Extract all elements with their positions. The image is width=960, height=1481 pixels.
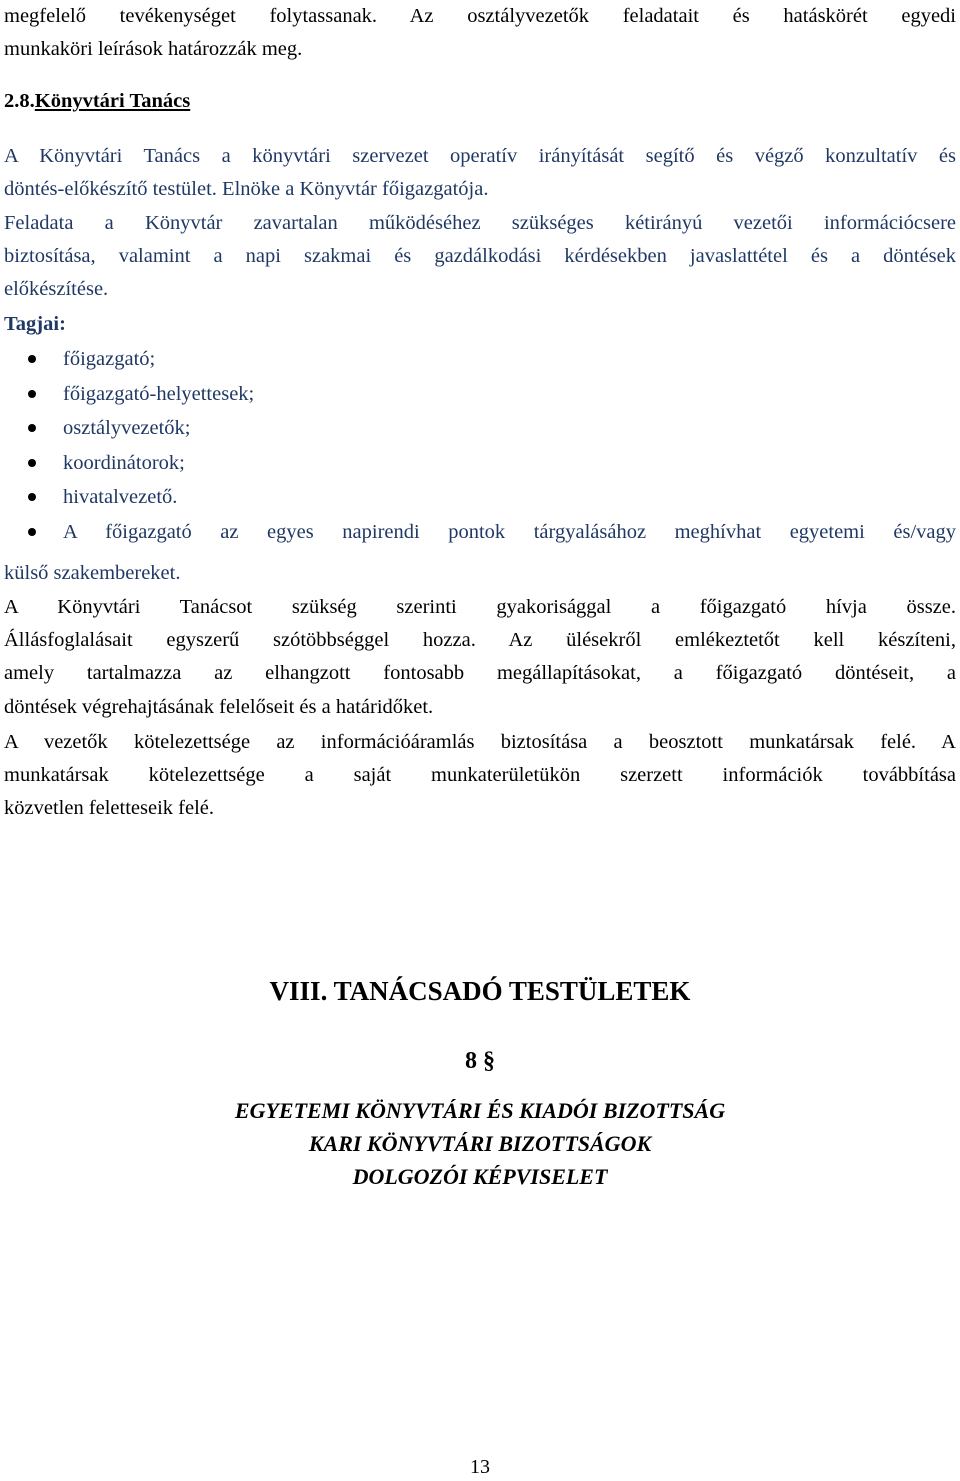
paragraph-number-value: 8: [465, 1048, 477, 1074]
chapter-title: VIII. TANÁCSADÓ TESTÜLETEK: [269, 976, 691, 1006]
paragraph-definition: [4, 140, 956, 206]
para2-line-1: Feladata a Könyvtár zavartalan működéséhez szükséges kétirányú vezetői információcsere: [4, 212, 956, 234]
section-sign: §: [483, 1048, 495, 1074]
list-item: [4, 447, 956, 482]
para3-line-2: Állásfoglalásait egyszerű szótöbbséggel hozza. Az ülésekről emlékeztetőt kell készíteni,: [4, 629, 956, 652]
para2-line-2: biztosítása, valamint a napi szakmai és gazdálkodási kérdésekben javaslattétel és a döntések: [4, 245, 956, 268]
paragraph-obligations: [4, 726, 956, 826]
section-heading: [4, 85, 956, 118]
para4-line-1: A vezetők kötelezettsége az információáramlás biztosítása a beosztott munkatársak felé. A: [4, 731, 956, 753]
member-text: főigazgató-helyettesek;: [63, 382, 255, 405]
para3-line-4: döntések végrehajtásának felelőseit és a határidőket.: [4, 695, 434, 718]
para3-line-1: A Könyvtári Tanácsot szükség szerinti gyakorisággal a főigazgató hívja össze.: [4, 596, 956, 618]
subtitle-2: KARI KÖNYVTÁRI BIZOTTSÁGOK: [308, 1131, 652, 1156]
para4-line-3: közvetlen feletteseik felé.: [4, 797, 215, 820]
bullet-icon: [28, 528, 36, 536]
paragraph-duties: [4, 207, 956, 307]
member-text: főigazgató;: [63, 348, 156, 370]
member-text: osztályvezetők;: [63, 417, 191, 439]
section-number: 2.8.: [4, 90, 35, 112]
intro-line-1: megfelelő tevékenységet folytassanak. Az osztályvezetők feladatait és hatáskörét egyedi: [4, 5, 956, 27]
section-title: Könyvtári Tanács: [34, 90, 191, 112]
list-item: [4, 378, 956, 413]
members-heading: Tagjai:: [4, 313, 66, 335]
bullet-icon: [28, 459, 36, 467]
bullet-icon: [28, 424, 36, 432]
para3-line-3: amely tartalmazza az elhangzott fontosabb megállapításokat, a főigazgató döntéseit, a: [4, 662, 956, 685]
chapter-subtitles: [0, 1094, 960, 1193]
list-item: [4, 343, 956, 378]
bullet-icon: [28, 493, 36, 501]
list-item: [4, 412, 956, 447]
members-list: [4, 343, 956, 549]
intro-line-2: munkaköri leírások határozzák meg.: [4, 38, 303, 61]
member-extra-line-1: A főigazgató az egyes napirendi pontok tárgyalásához meghívhat egyetemi és/vagy: [63, 520, 956, 543]
member-text: hivatalvezető.: [63, 486, 178, 508]
para2-line-3: előkészítése.: [4, 278, 109, 301]
bullet-icon: [28, 390, 36, 398]
para1-line-2: döntés-előkészítő testület. Elnöke a Könyvtár főigazgatója.: [4, 178, 489, 201]
member-text: koordinátorok;: [63, 451, 185, 474]
members-label: [4, 308, 956, 341]
bullet-icon: [28, 355, 36, 363]
list-item: [4, 481, 956, 516]
subtitle-3: DOLGOZÓI KÉPVISELET: [352, 1164, 608, 1189]
subtitle-1: EGYETEMI KÖNYVTÁRI ÉS KIADÓI BIZOTTSÁG: [234, 1098, 726, 1123]
paragraph-number: [0, 1045, 960, 1078]
intro-paragraph: [4, 0, 956, 66]
page-number: 13: [470, 1456, 490, 1478]
member-extra-continuation: [4, 557, 956, 590]
para4-line-2: munkatársak kötelezettsége a saját munkaterületükön szerzett információk továbbítása: [4, 764, 956, 787]
paragraph-meetings: [4, 591, 956, 724]
member-extra-line-2: külső szakembereket.: [4, 562, 181, 584]
list-item: [4, 516, 956, 549]
para1-line-1: A Könyvtári Tanács a könyvtári szervezet operatív irányítását segítő és végző konzultatív és: [4, 145, 956, 167]
